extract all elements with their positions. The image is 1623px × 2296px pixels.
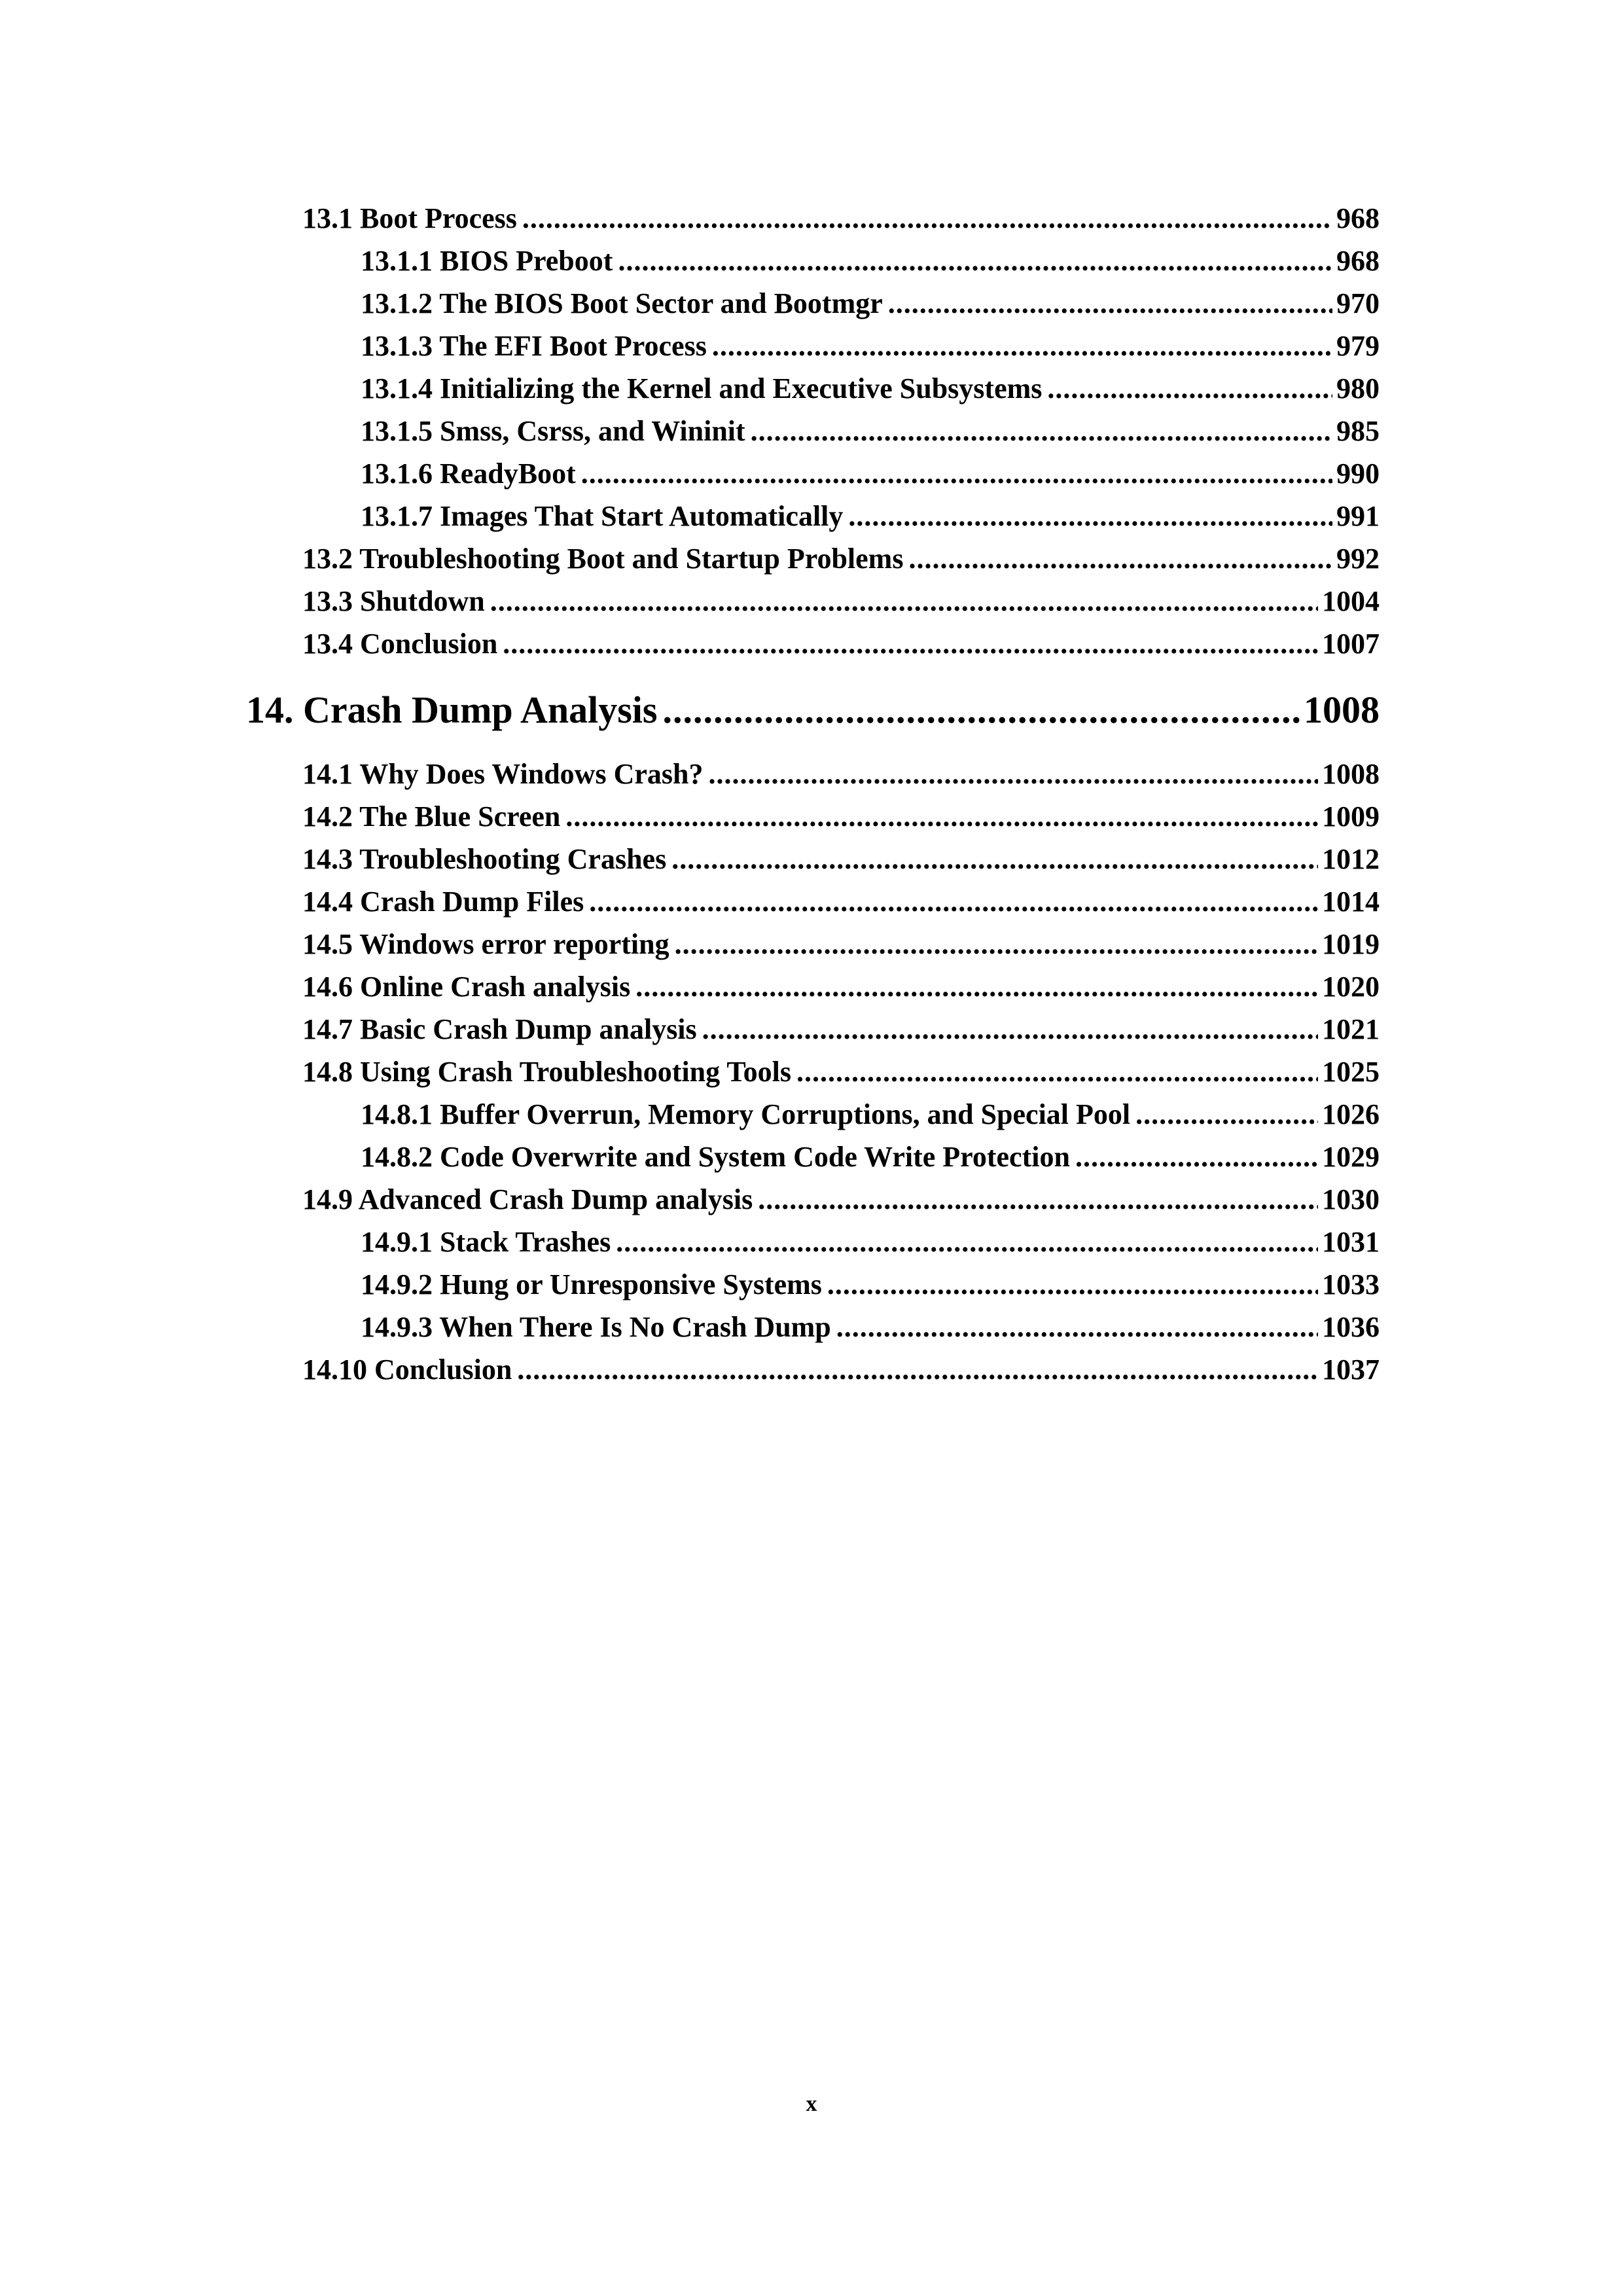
toc-entry-page: 1020 (1322, 971, 1380, 1003)
toc-entry-page: 979 (1336, 330, 1380, 362)
toc-entry-13-1-1[interactable] (361, 243, 1380, 279)
toc-entry-13-1-2[interactable] (361, 285, 1380, 322)
toc-entry-13-1-6[interactable] (361, 456, 1380, 492)
dot-leader (702, 1011, 1318, 1048)
dot-leader (1135, 1096, 1318, 1133)
toc-entry-14-1[interactable] (302, 756, 1380, 793)
toc-entry-13-2[interactable] (302, 541, 1380, 577)
toc-entry-13-1-5[interactable] (361, 413, 1380, 450)
dot-leader (836, 1309, 1318, 1346)
toc-entry-page: 1025 (1322, 1056, 1380, 1088)
toc-entry-14-2[interactable] (302, 798, 1380, 835)
toc-entry-title: 13.1.5 Smss, Csrss, and Wininit (361, 415, 745, 447)
dot-leader (712, 328, 1332, 365)
dot-leader (708, 756, 1318, 793)
toc-entry-14-8[interactable] (302, 1054, 1380, 1090)
dot-leader (796, 1054, 1318, 1090)
toc-entry-13-4[interactable] (302, 626, 1380, 662)
toc-entry-14-4[interactable] (302, 884, 1380, 920)
toc-entry-page: 1030 (1322, 1183, 1380, 1215)
toc-entry-14-9-3[interactable] (361, 1309, 1380, 1346)
dot-leader (888, 285, 1332, 322)
page-number: x (806, 2092, 817, 2116)
toc-entry-title: 14.8.2 Code Overwrite and System Code Write Protection (361, 1141, 1070, 1173)
toc-entry-13-1[interactable] (302, 200, 1380, 237)
toc-entry-page: 1008 (1322, 758, 1380, 790)
toc-entry-page: 1014 (1322, 886, 1380, 918)
toc-entry-page: 1029 (1322, 1141, 1380, 1173)
toc-entry-14-9-2[interactable] (361, 1266, 1380, 1303)
toc-entry-13-3[interactable] (302, 583, 1380, 620)
toc-entry-page: 968 (1336, 245, 1380, 277)
toc-entry-page: 990 (1336, 457, 1380, 490)
toc-entry-title: 14.8.1 Buffer Overrun, Memory Corruptions, and Special Pool (361, 1098, 1131, 1130)
toc-entry-title: 14.3 Troubleshooting Crashes (302, 843, 667, 875)
toc-entry-page: 1012 (1322, 843, 1380, 875)
dot-leader (581, 456, 1332, 492)
toc-entry-title: 14.2 The Blue Screen (302, 800, 561, 833)
toc-entry-page: 1026 (1322, 1098, 1380, 1130)
toc-entry-14-8-2[interactable] (361, 1139, 1380, 1175)
dot-leader (616, 1224, 1318, 1261)
toc-entry-13-1-4[interactable] (361, 370, 1380, 407)
toc-chapter-title: 14. Crash Dump Analysis (246, 689, 658, 731)
dot-leader (751, 413, 1332, 450)
toc-entry-14-3[interactable] (302, 841, 1380, 878)
toc-entry-14-8-1[interactable] (361, 1096, 1380, 1133)
toc-entry-page: 1037 (1322, 1354, 1380, 1386)
toc-entry-page: 980 (1336, 372, 1380, 404)
toc-entry-page: 991 (1336, 500, 1380, 532)
toc-entry-page: 1004 (1322, 585, 1380, 617)
dot-leader (517, 1352, 1318, 1388)
dot-leader (490, 583, 1318, 620)
toc-entry-page: 992 (1336, 543, 1380, 575)
toc-entry-page: 1036 (1322, 1311, 1380, 1343)
toc-entry-13-1-3[interactable] (361, 328, 1380, 365)
dot-leader (618, 243, 1332, 279)
toc-entry-title: 14.1 Why Does Windows Crash? (302, 758, 704, 790)
toc-entry-title: 13.1 Boot Process (302, 202, 517, 234)
toc-chapter-14[interactable] (246, 686, 1380, 734)
dot-leader (1075, 1139, 1318, 1175)
toc-entry-page: 1031 (1322, 1226, 1380, 1258)
dot-leader (662, 686, 1300, 734)
toc-entry-14-6[interactable] (302, 969, 1380, 1005)
dot-leader (589, 884, 1318, 920)
dot-leader (635, 969, 1318, 1005)
toc-entry-title: 14.4 Crash Dump Files (302, 886, 584, 918)
toc-entry-page: 1007 (1322, 628, 1380, 660)
toc-entry-title: 14.10 Conclusion (302, 1354, 512, 1386)
toc-entry-title: 13.1.4 Initializing the Kernel and Executive Subsystems (361, 372, 1043, 404)
toc-entry-title: 14.9.2 Hung or Unresponsive Systems (361, 1268, 822, 1300)
toc-entry-title: 14.9.3 When There Is No Crash Dump (361, 1311, 831, 1343)
dot-leader (1047, 370, 1332, 407)
toc-entry-title: 13.1.3 The EFI Boot Process (361, 330, 707, 362)
toc-entry-title: 13.1.1 BIOS Preboot (361, 245, 613, 277)
dot-leader (671, 841, 1318, 878)
toc-entry-title: 13.2 Troubleshooting Boot and Startup Problems (302, 543, 904, 575)
toc-entry-page: 1033 (1322, 1268, 1380, 1300)
dot-leader (675, 926, 1318, 963)
toc-entry-14-5[interactable] (302, 926, 1380, 963)
toc-entry-title: 14.9.1 Stack Trashes (361, 1226, 611, 1258)
toc-entry-14-9[interactable] (302, 1181, 1380, 1218)
toc-entry-page: 970 (1336, 287, 1380, 319)
toc-entry-page: 1019 (1322, 928, 1380, 960)
toc-entry-page: 968 (1336, 202, 1380, 234)
toc-entry-14-9-1[interactable] (361, 1224, 1380, 1261)
dot-leader (908, 541, 1332, 577)
toc-entry-title: 14.9 Advanced Crash Dump analysis (302, 1183, 753, 1215)
toc-entry-14-10[interactable] (302, 1352, 1380, 1388)
toc-entry-14-7[interactable] (302, 1011, 1380, 1048)
toc-chapter-page: 1008 (1304, 689, 1380, 731)
toc-entry-title: 13.1.6 ReadyBoot (361, 457, 576, 490)
toc-entry-13-1-7[interactable] (361, 498, 1380, 535)
dot-leader (503, 626, 1318, 662)
toc-entry-page: 985 (1336, 415, 1380, 447)
toc-entry-title: 13.1.2 The BIOS Boot Sector and Bootmgr (361, 287, 883, 319)
toc-entry-title: 14.6 Online Crash analysis (302, 971, 631, 1003)
toc-entry-title: 14.7 Basic Crash Dump analysis (302, 1013, 697, 1045)
toc-entry-title: 13.4 Conclusion (302, 628, 498, 660)
dot-leader (565, 798, 1318, 835)
dot-leader (522, 200, 1332, 237)
dot-leader (758, 1181, 1318, 1218)
toc-entry-title: 13.1.7 Images That Start Automatically (361, 500, 844, 532)
dot-leader (848, 498, 1332, 535)
toc-entry-title: 14.5 Windows error reporting (302, 928, 669, 960)
toc-entry-title: 13.3 Shutdown (302, 585, 485, 617)
toc-entry-title: 14.8 Using Crash Troubleshooting Tools (302, 1056, 792, 1088)
toc-entry-page: 1009 (1322, 800, 1380, 833)
dot-leader (827, 1266, 1318, 1303)
toc-entry-page: 1021 (1322, 1013, 1380, 1045)
